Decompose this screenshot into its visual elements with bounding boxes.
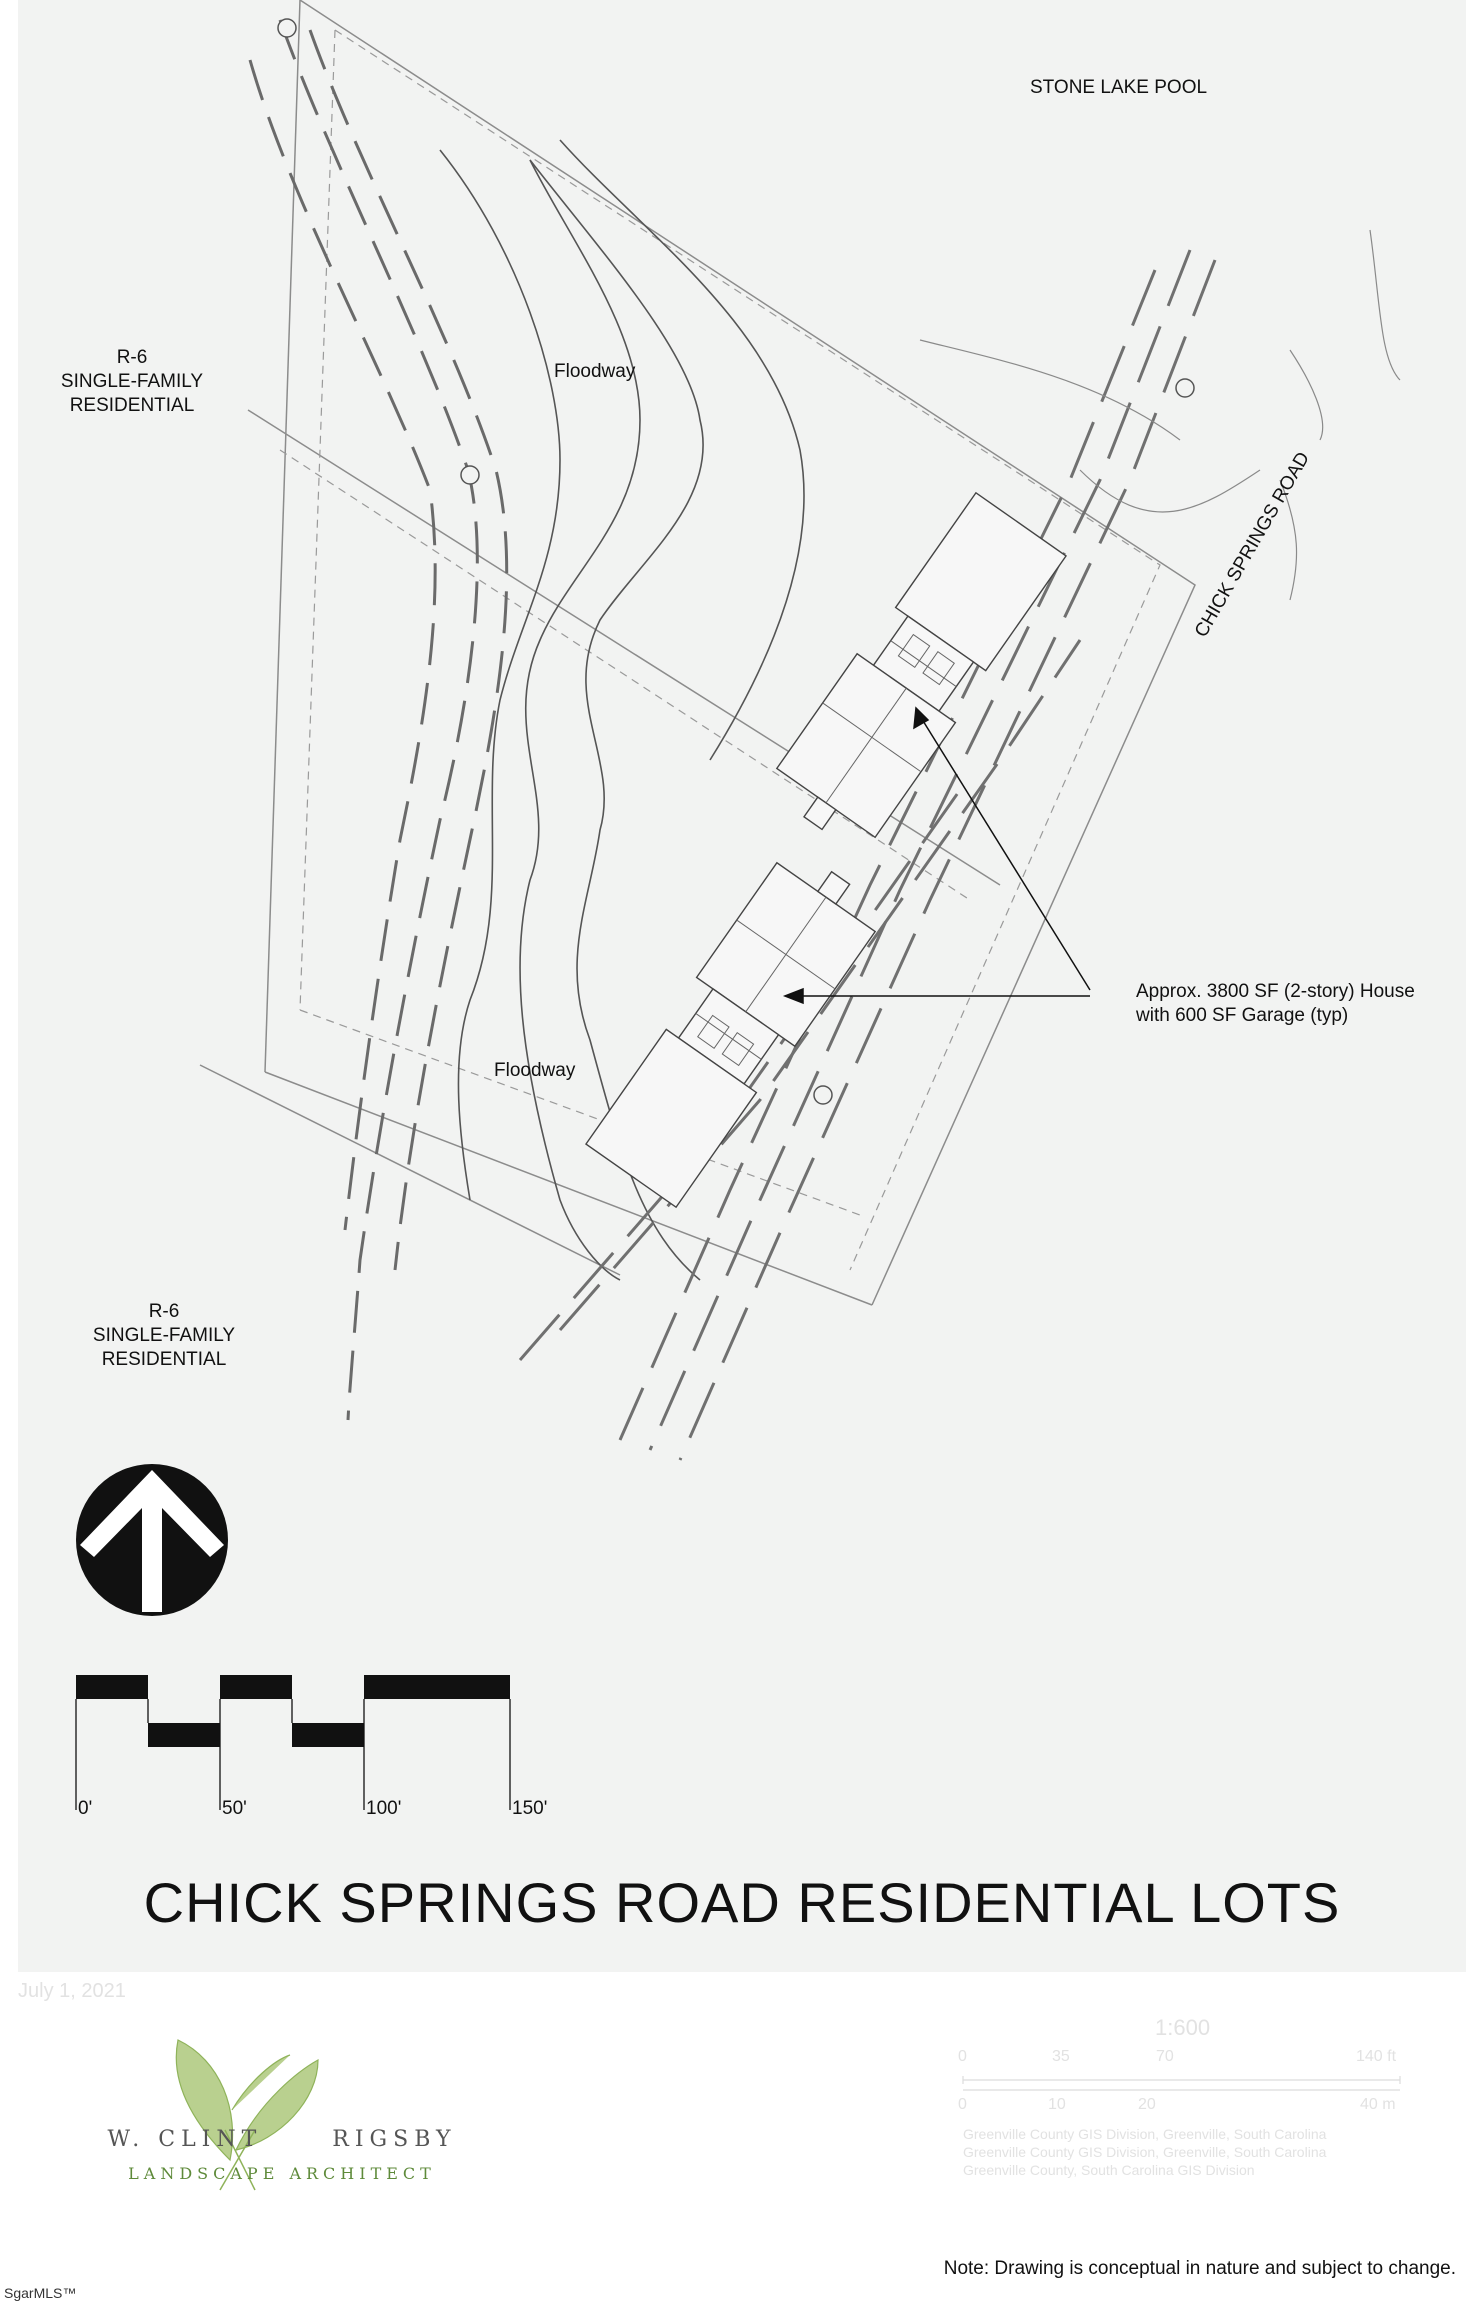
floodway-label-bottom: Floodway [494, 1060, 576, 1081]
scale-tick-50: 50' [222, 1798, 247, 1819]
pool-label: STONE LAKE POOL [1030, 77, 1208, 98]
m-tick-20: 20 [1138, 2096, 1156, 2113]
scale-tick-150: 150' [512, 1798, 548, 1819]
gis-scale [963, 2076, 1400, 2090]
zoning-top-line3: RESIDENTIAL [69, 395, 195, 416]
north-arrow-icon [76, 1464, 228, 1616]
floodway-label-top: Floodway [554, 361, 636, 382]
m-tick-10: 10 [1048, 2096, 1066, 2113]
gis-credit-3: Greenville County, South Carolina GIS Division [963, 2162, 1255, 2178]
zoning-top-line1: R-6 [116, 347, 148, 368]
ft-tick-0: 0 [958, 2048, 967, 2065]
ft-tick-140: 140 ft [1356, 2048, 1397, 2065]
zoning-bottom-line2: SINGLE-FAMILY [92, 1325, 236, 1346]
gis-credit-2: Greenville County GIS Division, Greenville, South Carolina [963, 2144, 1327, 2160]
logo-name [92, 2127, 472, 2152]
logo-name-right: RIGSBY [332, 2127, 457, 2152]
zoning-top-line2: SINGLE-FAMILY [60, 371, 204, 392]
disclaimer-note: Note: Drawing is conceptual in nature and subject to change. [943, 2258, 1456, 2279]
gis-credit-1: Greenville County GIS Division, Greenville, South Carolina [963, 2126, 1327, 2142]
zoning-bottom-line1: R-6 [148, 1301, 180, 1322]
m-tick-0: 0 [958, 2096, 967, 2113]
zoning-bottom-line3: RESIDENTIAL [101, 1349, 227, 1370]
scale-tick-0: 0' [78, 1798, 93, 1819]
ft-tick-35: 35 [1052, 2048, 1070, 2065]
date-text: July 1, 2021 [18, 1980, 126, 2002]
mls-watermark: SgarMLS™ [4, 2285, 77, 2301]
scale-ratio: 1:600 [1155, 2015, 1211, 2040]
logo-subtitle: LANDSCAPE ARCHITECT [128, 2164, 436, 2183]
callout-line2: with 600 SF Garage (typ) [1136, 1005, 1349, 1026]
m-tick-40: 40 m [1360, 2096, 1396, 2113]
callout-line1: Approx. 3800 SF (2-story) House [1136, 981, 1415, 1002]
page-title: CHICK SPRINGS ROAD RESIDENTIAL LOTS [143, 1871, 1341, 1934]
scale-tick-100: 100' [366, 1798, 402, 1819]
ft-tick-70: 70 [1156, 2048, 1174, 2065]
logo-name-left: W. CLINT [107, 2127, 263, 2152]
road-label: CHICK SPRINGS ROAD [1190, 448, 1315, 641]
